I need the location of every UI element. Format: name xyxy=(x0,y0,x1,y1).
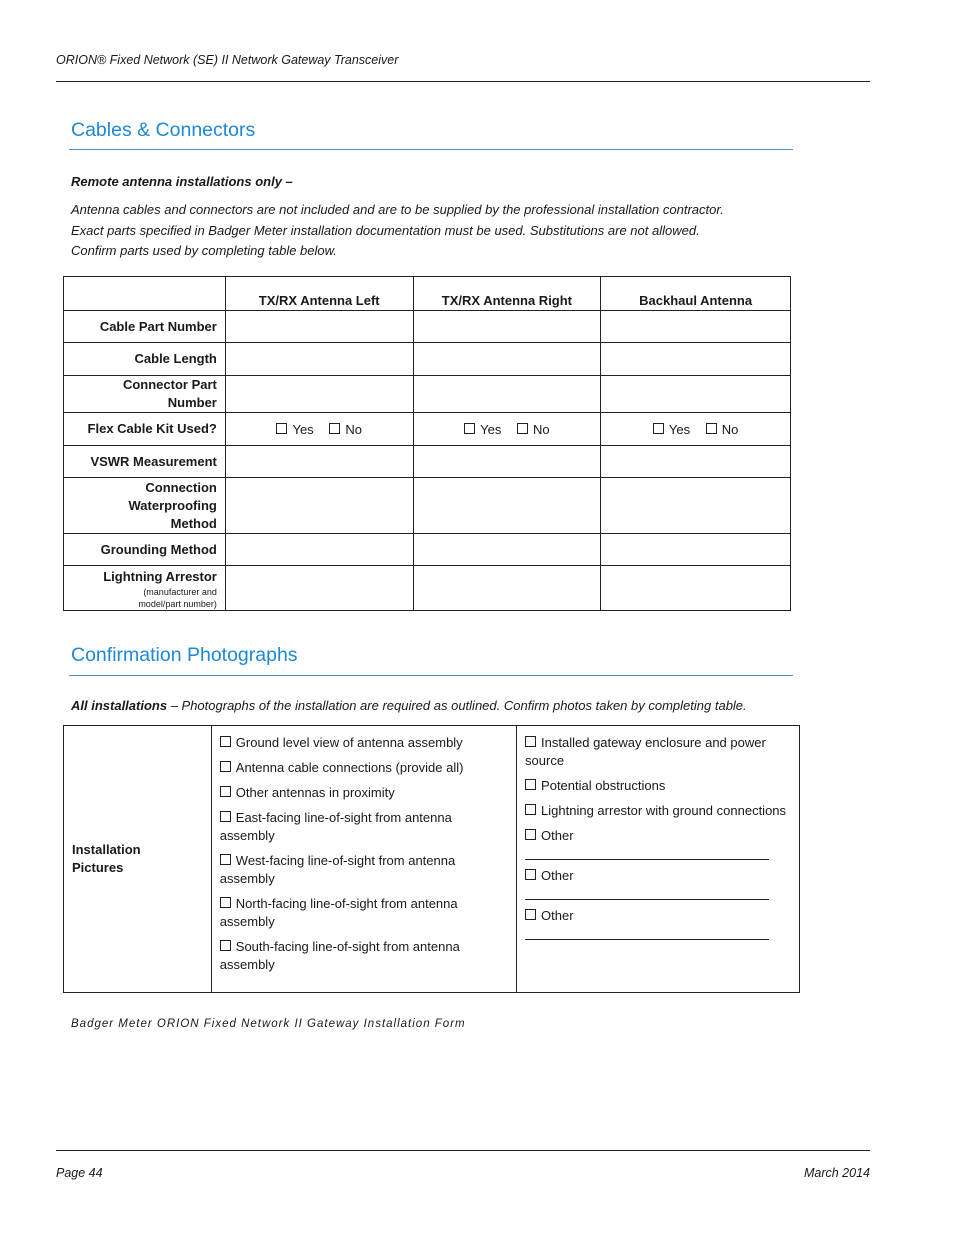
table-row xyxy=(64,534,791,566)
yes-no-cell xyxy=(413,413,601,446)
label-line: Pictures xyxy=(72,860,124,875)
table-row xyxy=(64,376,791,413)
table-row xyxy=(64,478,791,534)
checkbox[interactable] xyxy=(525,909,536,920)
no-option[interactable] xyxy=(706,422,739,437)
table-row xyxy=(64,413,791,446)
checkbox[interactable] xyxy=(220,940,231,951)
yes-label: Yes xyxy=(292,421,314,437)
input-cell[interactable] xyxy=(225,566,413,611)
input-cell[interactable] xyxy=(601,478,791,534)
no-option[interactable] xyxy=(329,422,362,437)
photo-list-right xyxy=(517,726,800,993)
cables-section-divider xyxy=(69,149,793,150)
header-divider xyxy=(56,81,870,82)
row-label-line: Waterproofing xyxy=(128,497,217,513)
corner-cell xyxy=(64,277,226,311)
other-item[interactable] xyxy=(525,827,791,845)
photos-table xyxy=(63,725,800,993)
row-label-line: Lightning Arrestor xyxy=(103,569,217,584)
other-blank-line[interactable] xyxy=(525,939,769,940)
other-blank-line[interactable] xyxy=(525,859,769,860)
intro-line: Antenna cables and connectors are not included and are to be supplied by the professional installation contractor. xyxy=(71,202,724,217)
photo-checklist-item[interactable] xyxy=(525,802,791,820)
checkbox[interactable] xyxy=(464,423,475,434)
checkbox[interactable] xyxy=(220,736,231,747)
input-cell[interactable] xyxy=(413,534,601,566)
row-label-line: Connector Part xyxy=(122,377,217,392)
cables-section-title: Cables & Connectors xyxy=(71,119,256,141)
item-text: West-facing line-of-sight from antenna assembly xyxy=(219,853,456,886)
row-label-line: Number xyxy=(167,395,217,410)
row-label-line: Connection xyxy=(145,479,217,495)
column-header: Backhaul Antenna xyxy=(601,277,791,311)
item-text: Installed gateway enclosure and power source xyxy=(525,735,766,768)
row-label: Cable Part Number xyxy=(64,311,226,343)
input-cell[interactable] xyxy=(225,376,413,413)
input-cell[interactable] xyxy=(601,376,791,413)
table-header-row xyxy=(64,277,791,311)
input-cell[interactable] xyxy=(413,343,601,376)
photo-checklist-item[interactable] xyxy=(220,734,508,752)
checkbox[interactable] xyxy=(525,736,536,747)
checkbox[interactable] xyxy=(276,423,287,434)
page-number: Page 44 xyxy=(56,1166,103,1180)
checkbox[interactable] xyxy=(525,829,536,840)
item-text: Ground level view of antenna assembly xyxy=(235,735,463,750)
installation-pictures-label xyxy=(64,726,212,993)
checkbox[interactable] xyxy=(329,423,340,434)
table-row xyxy=(64,566,791,611)
row-label-note: (manufacturer and xyxy=(143,587,217,597)
input-cell[interactable] xyxy=(601,343,791,376)
photo-checklist-item[interactable] xyxy=(525,734,791,770)
other-label: Other xyxy=(541,868,574,883)
other-label: Other xyxy=(541,828,574,843)
document-date: March 2014 xyxy=(803,1166,870,1180)
checkbox[interactable] xyxy=(517,423,528,434)
photos-intro-text: – Photographs of the installation are required as outlined. Confirm photos taken by completing table. xyxy=(167,698,747,713)
checkbox[interactable] xyxy=(220,897,231,908)
yes-label: Yes xyxy=(668,421,691,437)
row-label xyxy=(64,566,226,611)
checkbox[interactable] xyxy=(525,869,536,880)
no-label: No xyxy=(533,421,550,437)
row-label xyxy=(64,478,226,534)
checkbox[interactable] xyxy=(220,811,231,822)
photo-list-left xyxy=(211,726,516,993)
yes-option[interactable] xyxy=(653,422,690,437)
column-header: TX/RX Antenna Left xyxy=(225,277,413,311)
item-text: North-facing line-of-sight from antenna assembly xyxy=(219,896,458,929)
photos-intro-bold: All installations xyxy=(71,698,168,713)
table-row xyxy=(64,343,791,376)
item-text: South-facing line-of-sight from antenna assembly xyxy=(219,939,460,972)
checkbox[interactable] xyxy=(653,423,664,434)
input-cell[interactable] xyxy=(601,534,791,566)
photo-checklist-item[interactable] xyxy=(525,777,791,795)
remote-antenna-heading: Remote antenna installations only – xyxy=(71,174,293,189)
column-header: TX/RX Antenna Right xyxy=(413,277,601,311)
intro-line: Confirm parts used by completing table below. xyxy=(71,243,337,258)
no-label: No xyxy=(721,421,739,437)
yes-option[interactable] xyxy=(464,422,501,437)
item-text: Other antennas in proximity xyxy=(235,785,395,800)
yes-no-cell xyxy=(601,413,791,446)
row-label: VSWR Measurement xyxy=(64,446,226,478)
item-text: Potential obstructions xyxy=(541,778,666,793)
input-cell[interactable] xyxy=(225,446,413,478)
label-line: Installation xyxy=(72,842,141,857)
table-row xyxy=(64,726,800,993)
input-cell[interactable] xyxy=(225,343,413,376)
input-cell[interactable] xyxy=(225,534,413,566)
yes-option[interactable] xyxy=(276,422,313,437)
no-label: No xyxy=(345,421,362,437)
checkbox[interactable] xyxy=(220,854,231,865)
other-item[interactable] xyxy=(525,907,791,925)
input-cell[interactable] xyxy=(413,566,601,611)
input-cell[interactable] xyxy=(225,311,413,343)
footer-divider xyxy=(56,1150,870,1151)
table-row xyxy=(64,446,791,478)
input-cell[interactable] xyxy=(225,478,413,534)
input-cell[interactable] xyxy=(413,311,601,343)
input-cell[interactable] xyxy=(601,566,791,611)
checkbox[interactable] xyxy=(525,804,536,815)
input-cell[interactable] xyxy=(413,376,601,413)
item-text: East-facing line-of-sight from antenna assembly xyxy=(219,810,452,843)
input-cell[interactable] xyxy=(413,478,601,534)
document-header: ORION® Fixed Network (SE) II Network Gateway Transceiver xyxy=(56,53,399,67)
no-option[interactable] xyxy=(517,422,550,437)
photo-checklist-item[interactable] xyxy=(220,784,508,802)
row-label xyxy=(64,376,226,413)
photos-intro xyxy=(71,698,747,713)
photos-section-title: Confirmation Photographs xyxy=(71,644,298,666)
photos-section-divider xyxy=(69,675,793,676)
form-name: Badger Meter ORION Fixed Network II Gateway Installation Form xyxy=(71,1018,466,1030)
other-label: Other xyxy=(541,908,574,923)
checkbox[interactable] xyxy=(220,761,231,772)
item-text: Antenna cable connections (provide all) xyxy=(235,760,464,775)
table-row xyxy=(64,311,791,343)
yes-label: Yes xyxy=(480,421,502,437)
photo-checklist-item[interactable] xyxy=(220,938,508,974)
intro-line: Exact parts specified in Badger Meter installation documentation must be used. Substitutions are not allowed. xyxy=(71,222,700,238)
row-label: Flex Cable Kit Used? xyxy=(64,413,226,446)
item-text: Lightning arrestor with ground connections xyxy=(541,803,787,818)
other-blank-line[interactable] xyxy=(525,899,769,900)
row-label: Cable Length xyxy=(64,343,226,376)
cables-table xyxy=(63,276,791,611)
checkbox[interactable] xyxy=(525,779,536,790)
yes-no-cell xyxy=(225,413,413,446)
checkbox[interactable] xyxy=(220,786,231,797)
cables-intro xyxy=(71,200,791,262)
photo-checklist-item[interactable] xyxy=(220,852,508,888)
row-label: Grounding Method xyxy=(64,534,226,566)
photo-checklist-item[interactable] xyxy=(220,809,508,845)
input-cell[interactable] xyxy=(413,446,601,478)
row-label-line: Method xyxy=(170,515,217,531)
other-item[interactable] xyxy=(525,867,791,885)
photo-checklist-item[interactable] xyxy=(220,895,508,931)
input-cell[interactable] xyxy=(601,311,791,343)
photo-checklist-item[interactable] xyxy=(220,759,508,777)
input-cell[interactable] xyxy=(601,446,791,478)
row-label-note: model/part number) xyxy=(138,599,217,609)
checkbox[interactable] xyxy=(706,423,717,434)
